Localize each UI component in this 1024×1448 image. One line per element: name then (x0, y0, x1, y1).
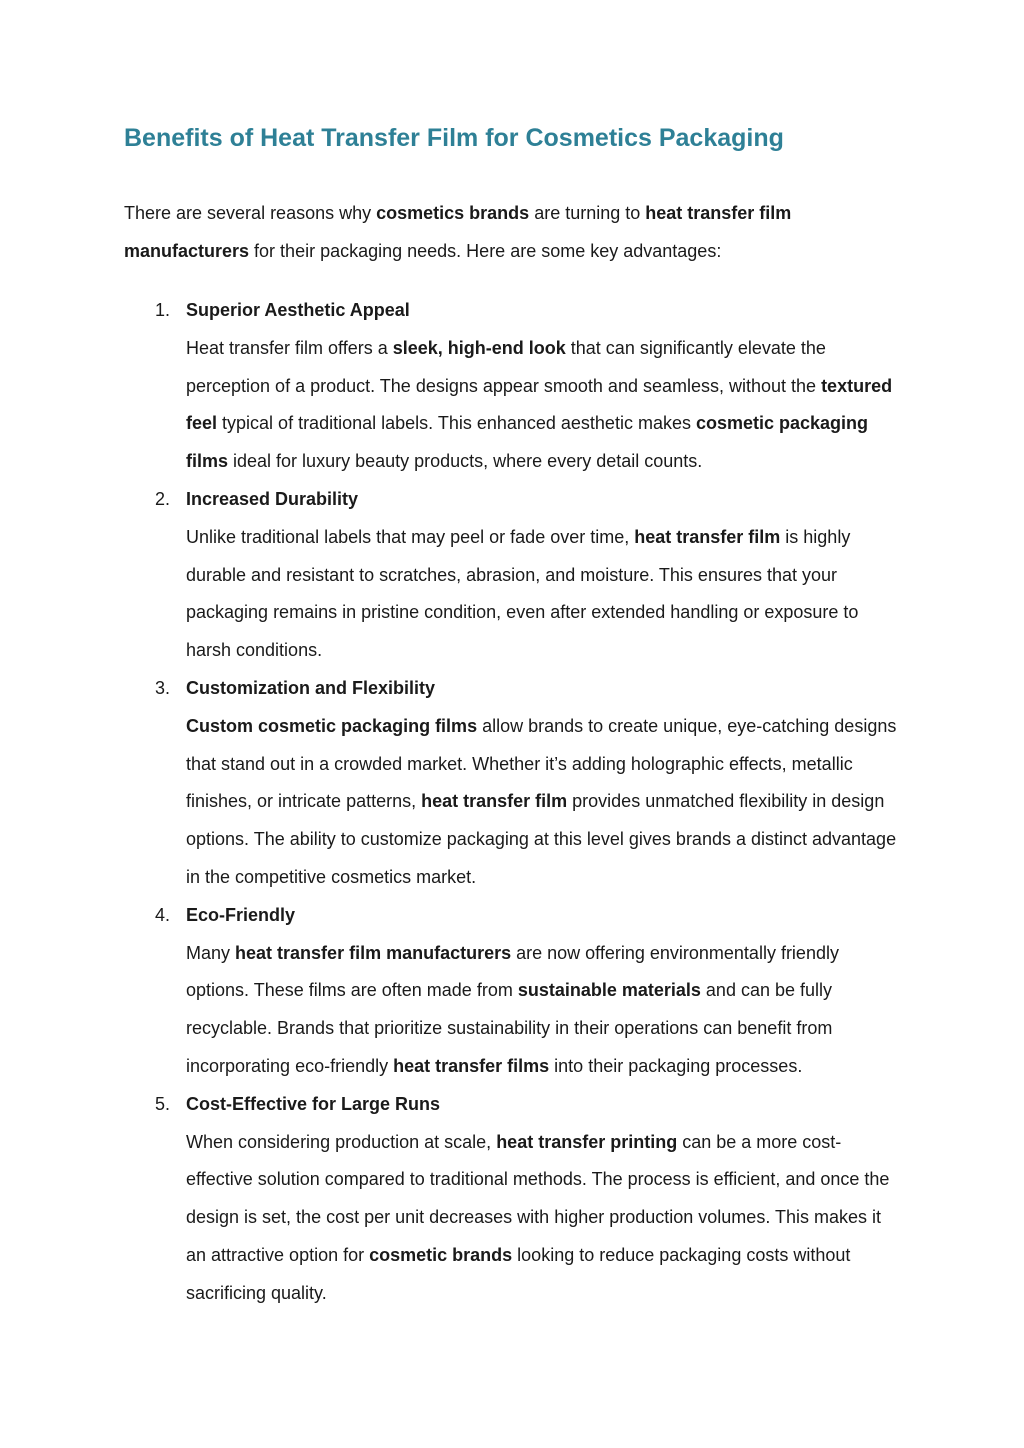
list-item-title: Increased Durability (186, 488, 359, 509)
benefits-list (124, 292, 904, 1313)
list-item-title: Superior Aesthetic Appeal (186, 300, 410, 320)
list-item-body: When considering production at scale, heat transfer printing can be a more cost-effective solution compared to traditional methods. The process is efficient, and once the design is set, the cost per unit decreases with higher production volumes. This makes it an attractive option for cosmetic brands looking to reduce packaging costs without sacrificing quality. (186, 1131, 890, 1303)
intro-bold-text: heat transfer film manufacturers (124, 203, 792, 261)
intro-paragraph (124, 194, 824, 270)
list-item (124, 292, 904, 481)
list-item-number: 5. (155, 1093, 171, 1114)
list-item-number: 4. (155, 904, 171, 925)
list-item (124, 897, 904, 1086)
list-item-number: 1. (155, 300, 171, 320)
list-item-body: Many heat transfer film manufacturers are now offering environmentally friendly options. These films are often made from sustainable materials and can be fully recyclable. Brands that prioritize sustainability in their operations can benefit from incorporating eco-friendly heat transfer films into their packaging processes. (186, 942, 839, 1076)
list-item (124, 1086, 904, 1313)
list-item-number: 3. (155, 677, 171, 698)
intro-text: for their packaging needs. Here are some key advantages: (249, 241, 722, 261)
page-title: Benefits of Heat Transfer Film for Cosmetics Packaging (124, 124, 784, 152)
list-item (124, 481, 904, 670)
list-item-body: Heat transfer film offers a sleek, high-end look that can significantly elevate the perception of a product. The designs appear smooth and seamless, without the textured feel typical of traditional labels. This enhanced aesthetic makes cosmetic packaging films ideal for luxury beauty products, where every detail counts. (186, 337, 893, 472)
list-item-number: 2. (155, 488, 171, 509)
list-item (124, 670, 904, 897)
list-item-body: Unlike traditional labels that may peel or fade over time, heat transfer film is highly durable and resistant to scratches, abrasion, and moisture. This ensures that your packaging remains in pristine condition, even after extended handling or exposure to harsh conditions. (186, 526, 859, 661)
list-item-body: Custom cosmetic packaging films allow brands to create unique, eye-catching designs that stand out in a crowded market. Whether it’s adding holographic effects, metallic finishes, or intricate patterns, heat transfer film provides unmatched flexibility in design options. The ability to customize packaging at this level gives brands a distinct advantage in the competitive cosmetics market. (186, 715, 897, 887)
intro-text: There are several reasons why (124, 203, 377, 223)
intro-text: are turning to (529, 203, 646, 223)
list-item-title: Cost-Effective for Large Runs (186, 1093, 441, 1114)
intro-bold-text: cosmetics brands (376, 203, 530, 223)
list-item-title: Eco-Friendly (186, 904, 296, 925)
list-item-title: Customization and Flexibility (186, 677, 436, 698)
